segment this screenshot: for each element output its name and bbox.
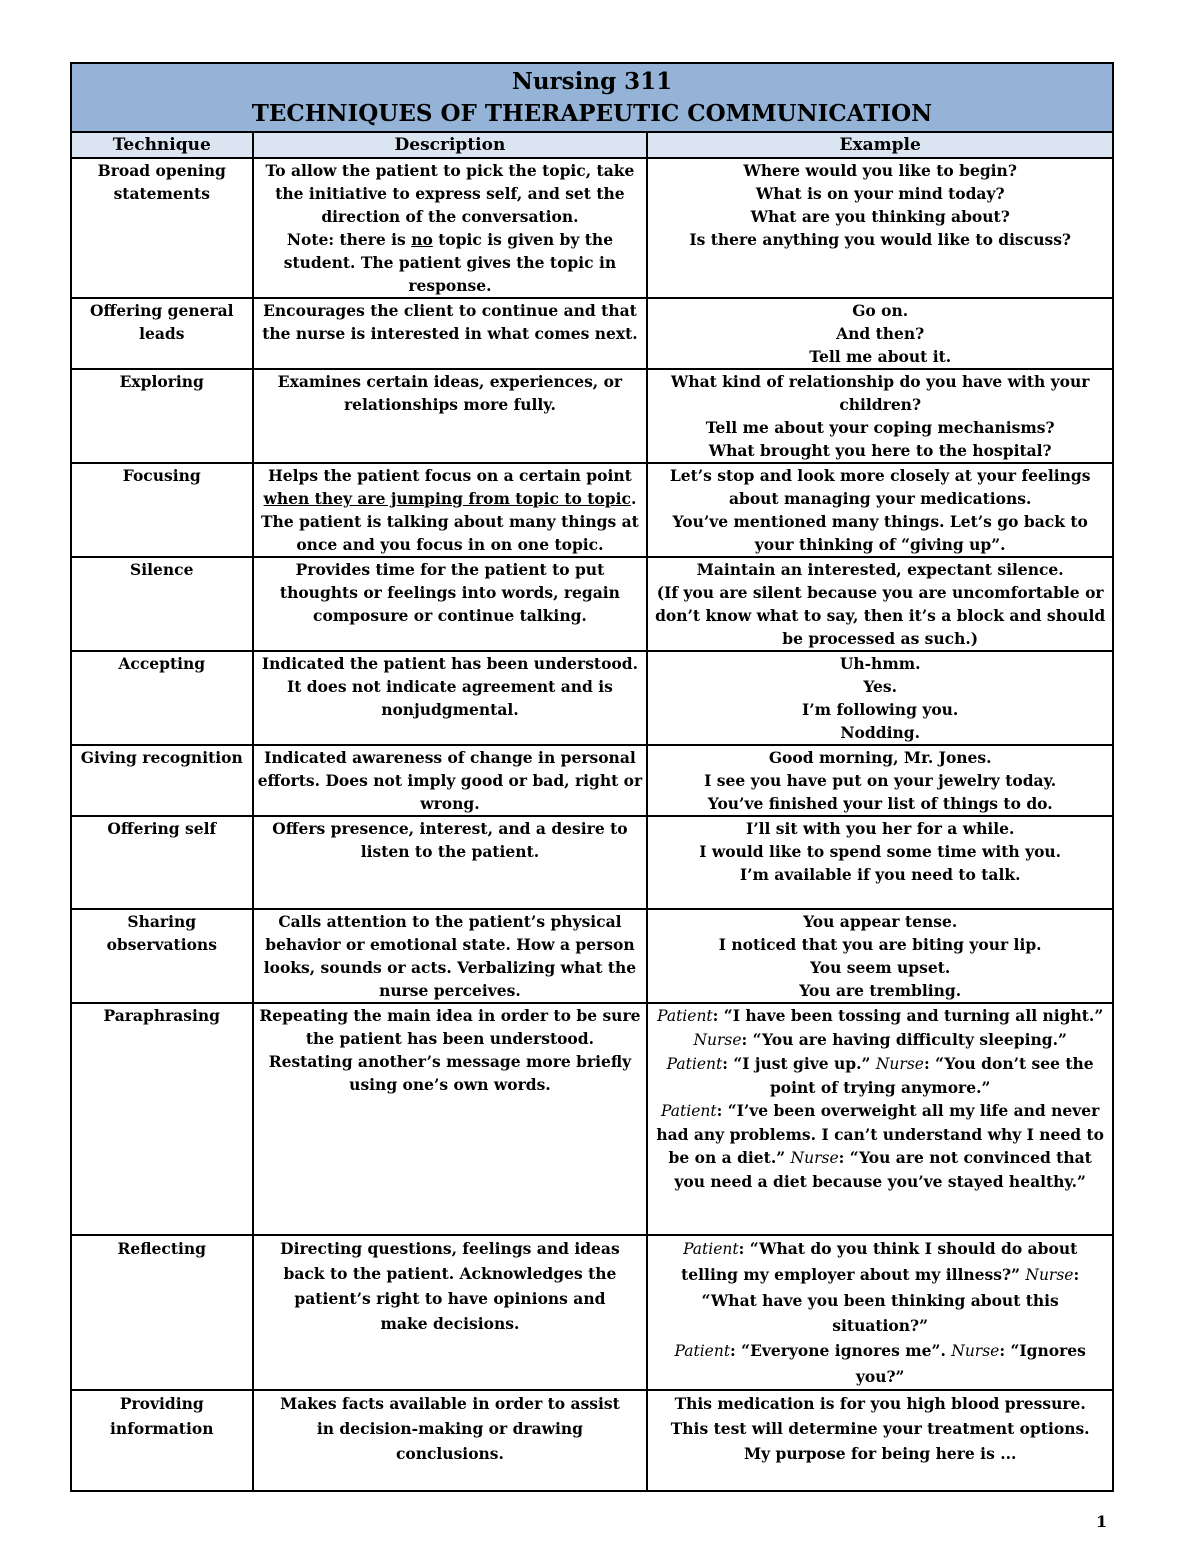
example-line: This medication is for you high blood pressure. bbox=[674, 1394, 1086, 1413]
description-line: looks, sounds or acts. Verbalizing what the bbox=[263, 958, 637, 977]
table-row bbox=[71, 651, 1113, 745]
dialogue-text: : “I just give up.” bbox=[722, 1054, 876, 1073]
description-cell bbox=[253, 816, 648, 909]
example-line: Tell me about it. bbox=[809, 347, 952, 366]
example-cell bbox=[647, 463, 1113, 557]
description-line: nurse perceives. bbox=[379, 981, 521, 1000]
header-technique: Technique bbox=[71, 132, 253, 158]
techniques-table bbox=[70, 62, 1114, 1492]
technique-cell: Reflecting bbox=[71, 1235, 253, 1390]
technique-cell: Offering general leads bbox=[71, 298, 253, 369]
description-line: the patient has been understood. bbox=[305, 1029, 595, 1048]
header-description: Description bbox=[253, 132, 648, 158]
example-cell bbox=[647, 651, 1113, 745]
description-line: Encourages the client to continue and that bbox=[263, 301, 637, 320]
dialogue-text: : “What do you think I should do about telling my employer about my illness?” bbox=[681, 1239, 1078, 1284]
example-line: You are trembling. bbox=[799, 981, 962, 1000]
description-line: Examines certain ideas, experiences, or bbox=[277, 372, 623, 391]
example-cell bbox=[647, 816, 1113, 909]
description-line: nonjudgmental. bbox=[381, 700, 519, 719]
description-line: Indicated awareness of change in personal bbox=[264, 748, 636, 767]
dialogue-text: : “I’ve been overweight all my life and never had any problems. I can’t understand why I need to be on a diet.” bbox=[656, 1101, 1105, 1167]
dialogue-text: : “What have you been thinking about this situation?” bbox=[701, 1265, 1080, 1335]
description-line: efforts. Does not imply good or bad, right or bbox=[257, 771, 643, 790]
description-line: relationships more fully. bbox=[343, 395, 556, 414]
example-line: Good morning, Mr. Jones. bbox=[768, 748, 992, 767]
example-line: (If you are silent because you are uncomfortable or don’t know what to say, then it’s a block and should be processed as such.) bbox=[655, 583, 1106, 648]
table-row bbox=[71, 1235, 1113, 1390]
example-line: I see you have put on your jewelry today. bbox=[704, 771, 1057, 790]
example-line: Let’s stop and look more closely at your feelings about managing your medications. bbox=[669, 466, 1091, 508]
speaker-label: Nurse bbox=[693, 1031, 742, 1049]
table-row bbox=[71, 1390, 1113, 1491]
note-prefix: Note: there is bbox=[286, 230, 412, 249]
example-line: What is on your mind today? bbox=[755, 184, 1005, 203]
technique-cell: Silence bbox=[71, 557, 253, 651]
description-line: patient’s right to have opinions and bbox=[294, 1289, 606, 1308]
speaker-label: Nurse bbox=[951, 1342, 1000, 1360]
description-underlined: when they are jumping from topic to topic bbox=[263, 489, 631, 508]
course-title: Nursing 311 bbox=[511, 68, 673, 95]
description-cell bbox=[253, 158, 648, 298]
example-cell bbox=[647, 298, 1113, 369]
dialogue-line bbox=[652, 1236, 1108, 1338]
note-suffix: topic is given by the student. The patient gives the topic in response. bbox=[283, 230, 617, 295]
description-line: conclusions. bbox=[395, 1444, 504, 1463]
example-cell bbox=[647, 745, 1113, 816]
dialogue-line bbox=[652, 1028, 1108, 1052]
document-title bbox=[71, 63, 1113, 132]
example-line: What are you thinking about? bbox=[750, 207, 1010, 226]
example-cell bbox=[647, 158, 1113, 298]
example-line: You seem upset. bbox=[810, 958, 951, 977]
technique-cell: Offering self bbox=[71, 816, 253, 909]
example-line: What kind of relationship do you have with your children? bbox=[670, 372, 1090, 414]
dialogue-text: : “Ignores you?” bbox=[855, 1341, 1086, 1386]
title-row bbox=[71, 63, 1113, 132]
table-row bbox=[71, 816, 1113, 909]
header-example: Example bbox=[647, 132, 1113, 158]
speaker-label: Patient bbox=[666, 1055, 723, 1073]
description-cell bbox=[253, 298, 648, 369]
dialogue-text: : “You are having difficulty sleeping.” bbox=[741, 1030, 1067, 1049]
technique-cell: Broad opening statements bbox=[71, 158, 253, 298]
description-line: To allow the patient to pick the topic, take bbox=[265, 161, 635, 180]
table-row bbox=[71, 1003, 1113, 1235]
description-text: . The patient is talking about many things at once and you focus in on one topic. bbox=[261, 489, 639, 554]
dialogue-text: : “Everyone ignores me”. bbox=[730, 1341, 952, 1360]
dialogue-text: : “You don’t see the point of trying anymore.” bbox=[769, 1054, 1094, 1097]
description-line: back to the patient. Acknowledges the bbox=[283, 1264, 617, 1283]
example-line: This test will determine your treatment options. bbox=[670, 1419, 1090, 1438]
dialogue-line bbox=[652, 1052, 1108, 1099]
example-cell bbox=[647, 369, 1113, 463]
page-number: 1 bbox=[1096, 1512, 1108, 1531]
description-line: Provides time for the patient to put bbox=[295, 560, 605, 579]
example-line: My purpose for being here is ... bbox=[743, 1444, 1017, 1463]
table-row bbox=[71, 557, 1113, 651]
table-row bbox=[71, 369, 1113, 463]
description-line: direction of the conversation. bbox=[321, 207, 579, 226]
description-line: Indicated the patient has been understood. bbox=[261, 654, 639, 673]
description-line: thoughts or feelings into words, regain bbox=[279, 583, 620, 602]
table-row bbox=[71, 909, 1113, 1003]
example-cell bbox=[647, 1003, 1113, 1235]
example-line: Uh-hmm. bbox=[839, 654, 921, 673]
example-cell bbox=[647, 909, 1113, 1003]
table-row bbox=[71, 463, 1113, 557]
example-line: Tell me about your coping mechanisms? bbox=[705, 418, 1055, 437]
description-line: the initiative to express self, and set the bbox=[275, 184, 625, 203]
example-line: You’ve finished your list of things to do. bbox=[707, 794, 1053, 813]
note-underlined: no bbox=[411, 230, 433, 249]
dialogue-text: : “You are not convinced that you need a diet because you’ve stayed healthy.” bbox=[674, 1148, 1092, 1191]
technique-cell: Giving recognition bbox=[71, 745, 253, 816]
description-cell bbox=[253, 463, 648, 557]
description-line: Makes facts available in order to assist bbox=[280, 1394, 620, 1413]
example-line: I would like to spend some time with you. bbox=[699, 842, 1062, 861]
description-line: Repeating the main idea in order to be sure bbox=[259, 1006, 641, 1025]
technique-cell: Focusing bbox=[71, 463, 253, 557]
description-line: using one’s own words. bbox=[349, 1075, 551, 1094]
description-line: composure or continue talking. bbox=[313, 606, 587, 625]
example-line: You’ve mentioned many things. Let’s go back to your thinking of “giving up”. bbox=[672, 512, 1088, 554]
description-cell bbox=[253, 369, 648, 463]
example-line: I noticed that you are biting your lip. bbox=[718, 935, 1042, 954]
description-text: Helps the patient focus on a certain point bbox=[268, 466, 632, 485]
example-cell bbox=[647, 1235, 1113, 1390]
description-cell bbox=[253, 651, 648, 745]
speaker-label: Patient bbox=[661, 1102, 717, 1120]
description-cell bbox=[253, 1390, 648, 1491]
example-line: And then? bbox=[836, 324, 925, 343]
example-line: I’m following you. bbox=[802, 700, 959, 719]
example-line: Yes. bbox=[863, 677, 898, 696]
table-row bbox=[71, 158, 1113, 298]
table-row bbox=[71, 298, 1113, 369]
dialogue-text: : “I have been tossing and turning all night.” bbox=[712, 1006, 1104, 1025]
speaker-label: Patient bbox=[657, 1007, 713, 1025]
description-line: Directing questions, feelings and ideas bbox=[280, 1239, 620, 1258]
example-line: I’ll sit with you her for a while. bbox=[745, 819, 1015, 838]
technique-cell: Providing information bbox=[71, 1390, 253, 1491]
dialogue-line bbox=[652, 1099, 1108, 1193]
description-line: wrong. bbox=[420, 794, 480, 813]
description-line: It does not indicate agreement and is bbox=[286, 677, 613, 696]
technique-cell: Accepting bbox=[71, 651, 253, 745]
description-line: behavior or emotional state. How a person bbox=[265, 935, 635, 954]
document-heading: TECHNIQUES OF THERAPEUTIC COMMUNICATION bbox=[251, 100, 933, 127]
example-cell bbox=[647, 557, 1113, 651]
speaker-label: Patient bbox=[683, 1240, 739, 1258]
speaker-label: Nurse bbox=[1025, 1266, 1074, 1284]
description-line: the nurse is interested in what comes next. bbox=[262, 324, 638, 343]
description-cell bbox=[253, 909, 648, 1003]
speaker-label: Nurse bbox=[875, 1055, 924, 1073]
example-cell bbox=[647, 1390, 1113, 1491]
example-line: Maintain an interested, expectant silence. bbox=[696, 560, 1064, 579]
example-line: You appear tense. bbox=[803, 912, 958, 931]
technique-cell: Sharing observations bbox=[71, 909, 253, 1003]
description-line: Offers presence, interest, and a desire to bbox=[272, 819, 628, 838]
speaker-label: Nurse bbox=[790, 1149, 839, 1167]
table-row bbox=[71, 745, 1113, 816]
description-cell bbox=[253, 745, 648, 816]
example-line: What brought you here to the hospital? bbox=[708, 441, 1052, 460]
description-cell bbox=[253, 557, 648, 651]
column-header-row bbox=[71, 132, 1113, 158]
description-cell bbox=[253, 1235, 648, 1390]
dialogue-line bbox=[652, 1004, 1108, 1028]
description-line: Restating another’s message more briefly bbox=[268, 1052, 632, 1071]
description-line: in decision-making or drawing bbox=[316, 1419, 583, 1438]
description-line: Calls attention to the patient’s physical bbox=[278, 912, 622, 931]
description-cell bbox=[253, 1003, 648, 1235]
description-line: listen to the patient. bbox=[360, 842, 540, 861]
technique-cell: Exploring bbox=[71, 369, 253, 463]
speaker-label: Patient bbox=[674, 1342, 731, 1360]
example-line: I’m available if you need to talk. bbox=[739, 865, 1021, 884]
example-line: Go on. bbox=[852, 301, 909, 320]
example-line: Is there anything you would like to discuss? bbox=[689, 230, 1072, 249]
description-note bbox=[258, 228, 643, 297]
example-line: Where would you like to begin? bbox=[743, 161, 1017, 180]
dialogue-line bbox=[652, 1338, 1108, 1389]
technique-cell: Paraphrasing bbox=[71, 1003, 253, 1235]
description-line: make decisions. bbox=[380, 1314, 520, 1333]
example-line: Nodding. bbox=[840, 723, 920, 742]
